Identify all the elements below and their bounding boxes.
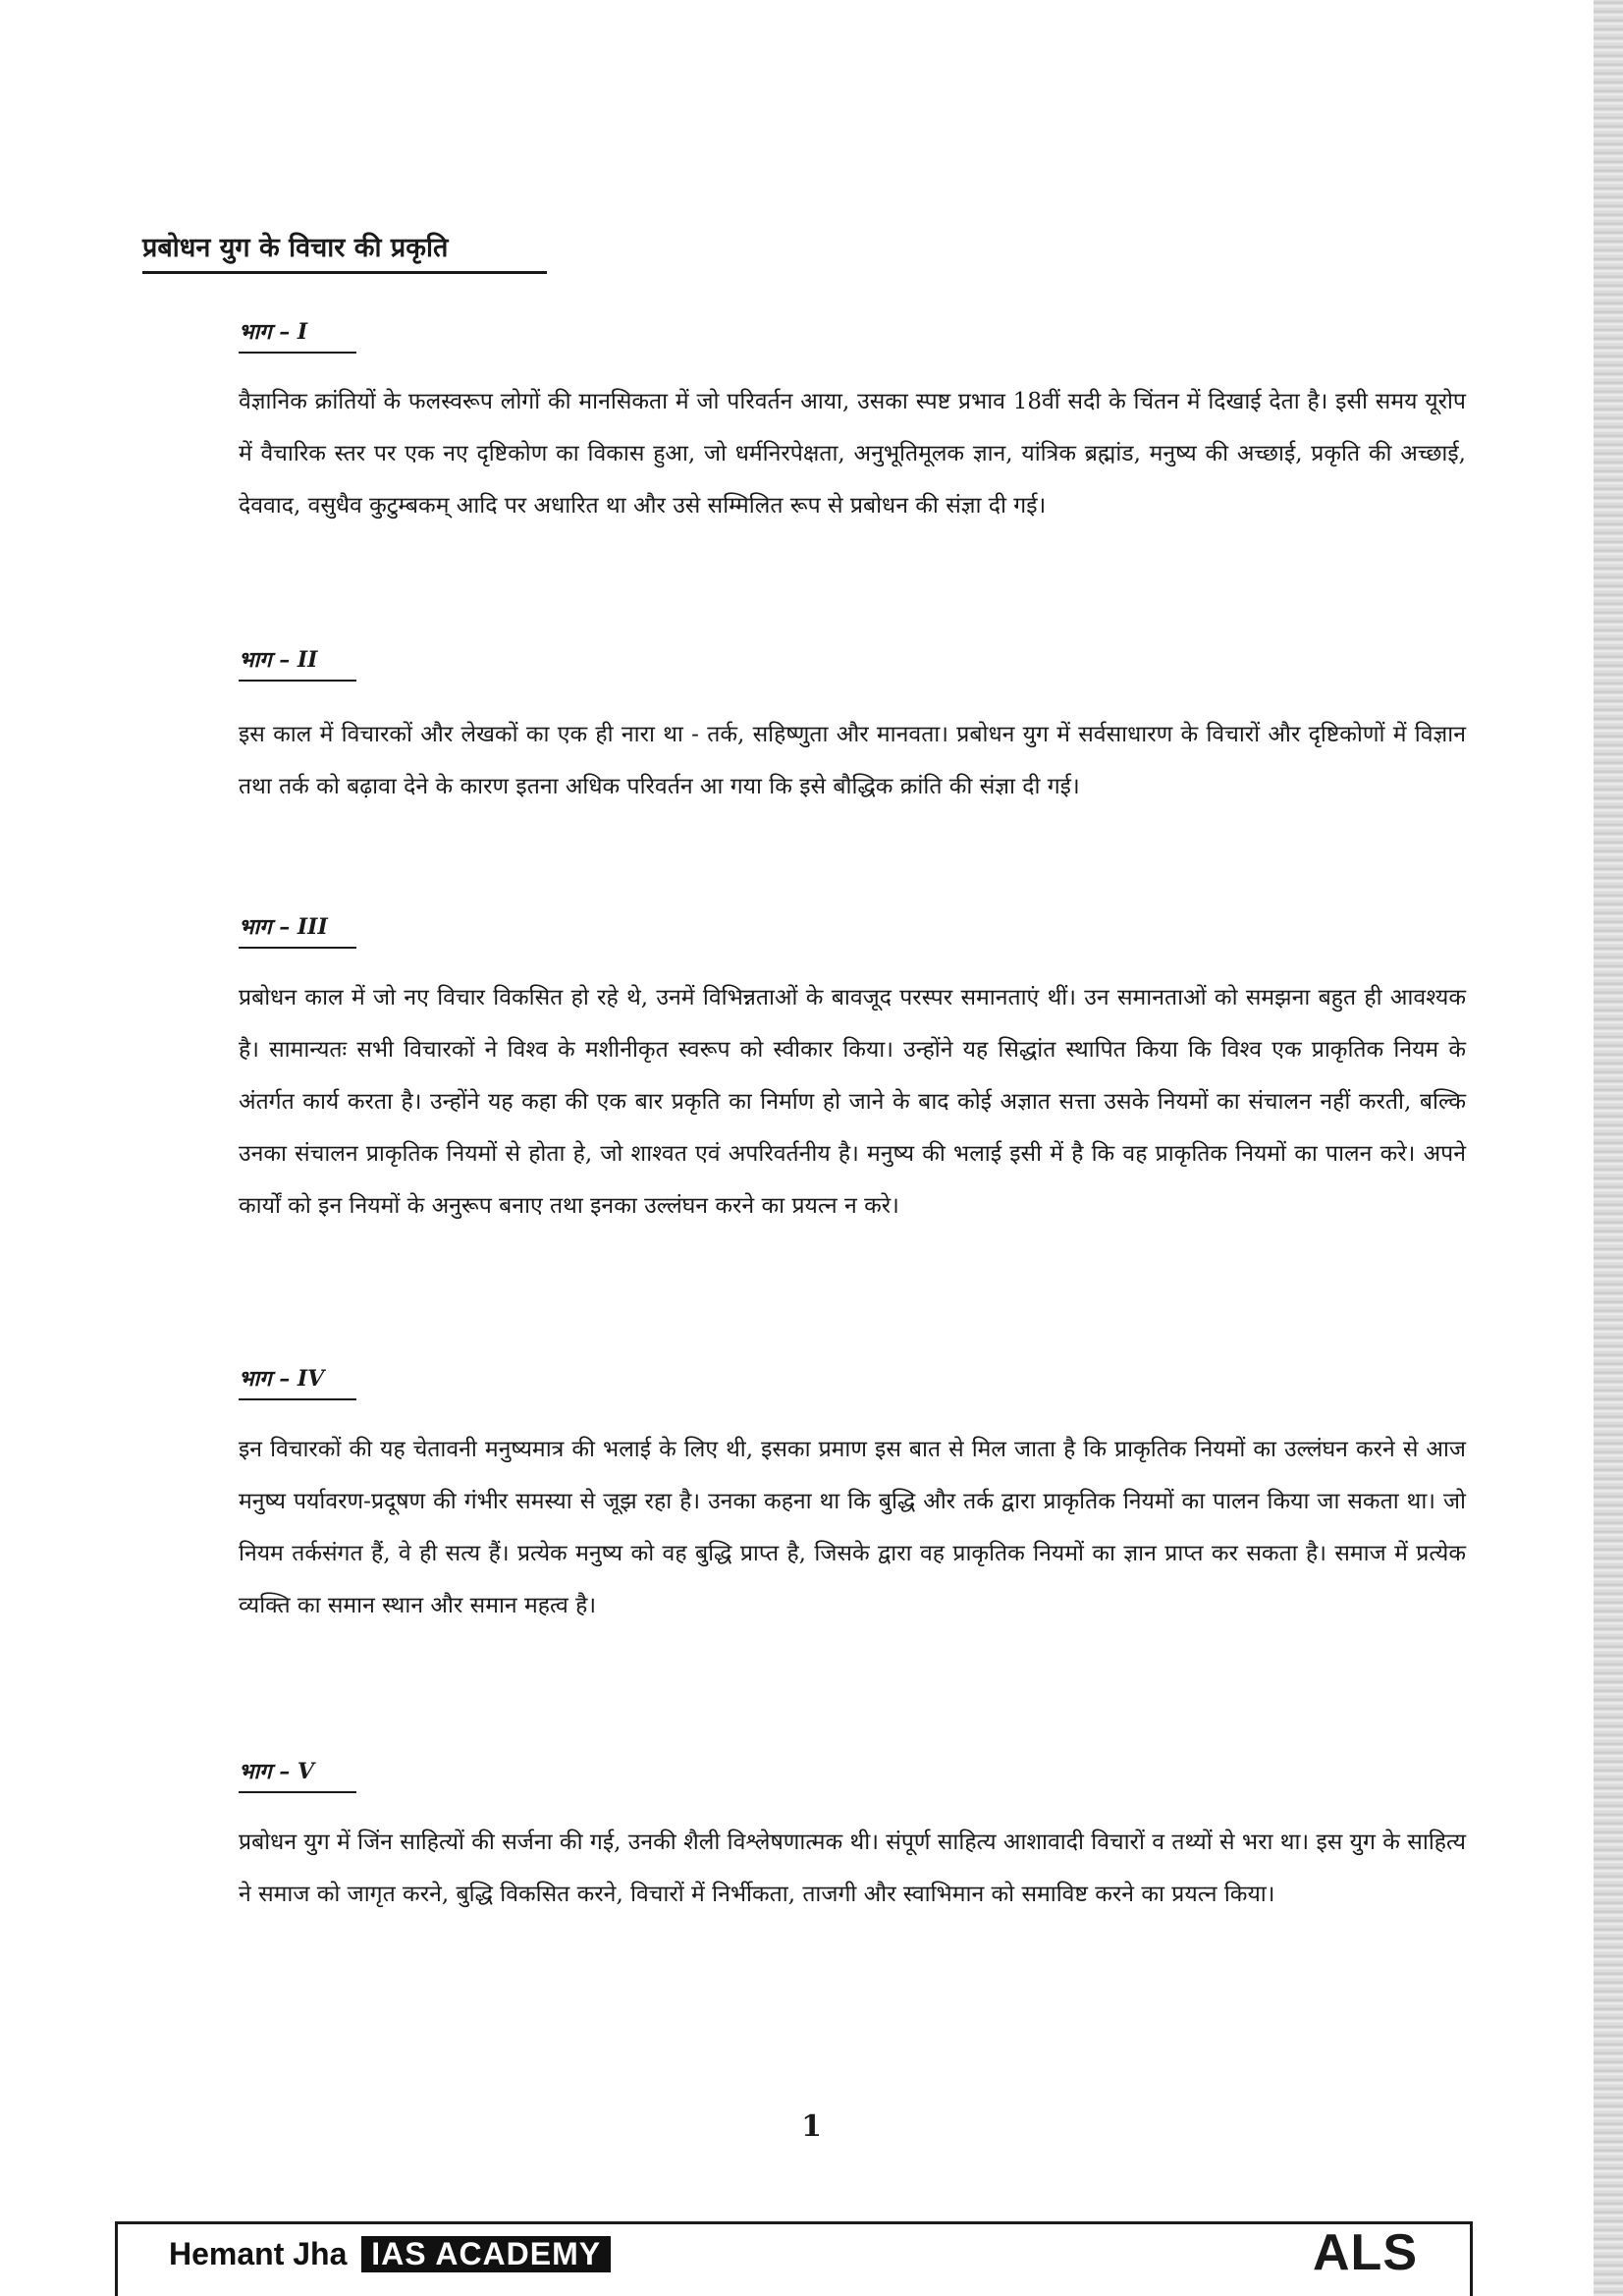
title-underline: [142, 271, 547, 274]
section-heading-3: भाग – III: [239, 911, 356, 949]
section-heading-4: भाग – IV: [239, 1363, 356, 1400]
section-paragraph-3: प्रबोधन काल में जो नए विचार विकसित हो रहे थे, उनमें विभिन्नताओं के बावजूद परस्पर समानताएं थीं। उन समानताओं को समझना बहुत ही आवश्यक है। सामान्यतः सभी विचारकों ने विश्व के मशीनीकृत स्वरूप को स्वीकार किया। उन्होंने यह सिद्धांत स्थापित किया कि विश्व एक प्राकृतिक नियम के अंतर्गत कार्य करता है। उन्होंने यह कहा की एक बार प्रकृति का निर्माण हो जाने के बाद कोई अज्ञात सत्ता उसके नियमों का संचालन नहीं करती, बल्कि उनका संचालन प्राकृतिक नियमों से होता हे, जो शाश्वत एवं अपरिवर्तनीय है। मनुष्य की भलाई इसी में है कि वह प्राकृतिक नियमों का पालन करे। अपने कार्यों को इन नियमों के अनुरूप बनाए तथा इनका उल्लंघन करने का प्रयत्न न करे।: [239, 985, 1466, 1219]
footer-brand: [169, 2236, 611, 2272]
page-number: 1: [801, 2109, 822, 2144]
section-heading-5: भाग – V: [239, 1756, 356, 1793]
section-heading-2: भाग – II: [239, 644, 356, 682]
footer-logo-text: ALS: [1313, 2224, 1418, 2281]
document-title: प्रबोधन युग के विचार की प्रकृति: [142, 233, 449, 263]
section-paragraph-5: प्रबोधन युग में जिंन साहित्यों की सर्जना की गई, उनकी शैली विश्लेषणात्मक थी। संपूर्ण साहित्य आशावादी विचारों व तथ्यों से भरा था। इस युग के साहित्य ने समाज को जागृत करने, बुद्धि विकसित करने, विचारों में निर्भीकता, ताजगी और स्वाभिमान को समाविष्ट करने का प्रयत्न किया।: [239, 1830, 1466, 1907]
section-paragraph-1: वैज्ञानिक क्रांतियों के फलस्वरूप लोगों की मानसिकता में जो परिवर्तन आया, उसका स्पष्ट प्रभाव 18वीं सदी के चिंतन में दिखाई देता है। इसी समय यूरोप में वैचारिक स्तर पर एक नए दृष्टिकोण का विकास हुआ, जो धर्मनिरपेक्षता, अनुभूतिमूलक ज्ञान, यांत्रिक ब्रह्मांड, मनुष्य की अच्छाई, प्रकृति की अच्छाई, देववाद, वसुधैव कुटुम्बकम् आदि पर अधारित था और उसे सम्मिलित रूप से प्रबोधन की संज्ञा दी गई।: [239, 389, 1466, 519]
footer-brand-academy: IAS ACADEMY: [361, 2236, 611, 2272]
section-paragraph-4: इन विचारकों की यह चेतावनी मनुष्यमात्र की भलाई के लिए थी, इसका प्रमाण इस बात से मिल जाता है कि प्राकृतिक नियमों का उल्लंघन करने से आज मनुष्य पर्यावरण-प्रदूषण की गंभीर समस्या से जूझ रहा है। उनका कहना था कि बुद्धि और तर्क द्वारा प्राकृतिक नियमों का पालन किया जा सकता था। जो नियम तर्कसंगत हैं, वे ही सत्य हैं। प्रत्येक मनुष्य को वह बुद्धि प्राप्त है, जिसके द्वारा वह प्राकृतिक नियमों का ज्ञान प्राप्त कर सकता है। समाज में प्रत्येक व्यक्ति का समान स्थान और समान महत्व है।: [239, 1437, 1466, 1618]
section-heading-1: भाग – I: [239, 316, 356, 354]
footer-brand-name: Hemant Jha: [169, 2236, 348, 2271]
section-paragraph-2: इस काल में विचारकों और लेखकों का एक ही नारा था - तर्क, सहिष्णुता और मानवता। प्रबोधन युग में सर्वसाधारण के विचारों और दृष्टिकोणों में विज्ञान तथा तर्क को बढ़ावा देने के कारण इतना अधिक परिवर्तन आ गया कि इसे बौद्धिक क्रांति की संज्ञा दी गई।: [239, 722, 1466, 799]
scan-edge-artifact: [1594, 0, 1623, 2296]
